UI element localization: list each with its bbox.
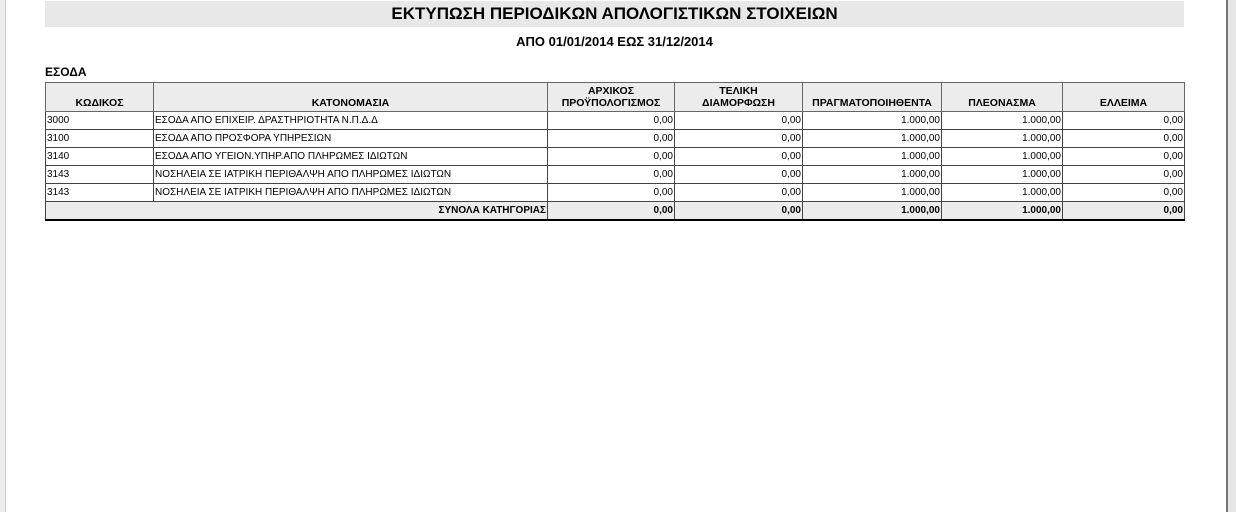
- row-final-budget: 0,00: [675, 166, 803, 184]
- row-deficit: 0,00: [1063, 130, 1185, 148]
- row-realized: 1.000,00: [803, 184, 942, 202]
- row-name: ΕΣΟΔΑ ΑΠΟ ΠΡΟΣΦΟΡΑ ΥΠΗΡΕΣΙΩΝ: [154, 130, 548, 148]
- row-realized: 1.000,00: [803, 112, 942, 130]
- totals-surplus: 1.000,00: [942, 202, 1063, 221]
- row-final-budget: 0,00: [675, 112, 803, 130]
- table-row: [46, 130, 1185, 148]
- row-deficit: 0,00: [1063, 166, 1185, 184]
- row-realized: 1.000,00: [803, 148, 942, 166]
- row-deficit: 0,00: [1063, 184, 1185, 202]
- report-title: ΕΚΤΥΠΩΣΗ ΠΕΡΙΟΔΙΚΩΝ ΑΠΟΛΟΓΙΣΤΙΚΩΝ ΣΤΟΙΧΕΙΩΝ: [45, 1, 1184, 27]
- table-row: [46, 184, 1185, 202]
- row-code: 3143: [46, 166, 154, 184]
- row-name: ΝΟΣΗΛΕΙΑ ΣΕ ΙΑΤΡΙΚΗ ΠΕΡΙΘΑΛΨΗ ΑΠΟ ΠΛΗΡΩΜΕΣ ΙΔΙΩΤΩΝ: [154, 166, 548, 184]
- row-name: ΕΣΟΔΑ ΑΠΟ ΥΓΕΙΟΝ.ΥΠΗΡ.ΑΠΟ ΠΛΗΡΩΜΕΣ ΙΔΙΩΤΩΝ: [154, 148, 548, 166]
- row-code: 3000: [46, 112, 154, 130]
- section-label: ΕΣΟΔΑ: [45, 65, 87, 79]
- header-final-budget-line2: ΔΙΑΜΟΡΦΩΣΗ: [702, 97, 775, 109]
- table-header-row: [46, 83, 1185, 112]
- row-surplus: 1.000,00: [942, 166, 1063, 184]
- header-final-budget-line1: ΤΕΛΙΚΗ: [719, 85, 758, 97]
- report-period: ΑΠΟ 01/01/2014 ΕΩΣ 31/12/2014: [516, 34, 713, 49]
- totals-row: [46, 202, 1185, 221]
- row-initial-budget: 0,00: [548, 112, 675, 130]
- header-code: ΚΩΔΙΚΟΣ: [46, 83, 154, 112]
- row-final-budget: 0,00: [675, 184, 803, 202]
- row-deficit: 0,00: [1063, 148, 1185, 166]
- header-initial-budget-line2: ΠΡΟΫΠΟΛΟΓΙΣΜΟΣ: [561, 97, 661, 109]
- row-surplus: 1.000,00: [942, 184, 1063, 202]
- row-deficit: 0,00: [1063, 112, 1185, 130]
- row-code: 3143: [46, 184, 154, 202]
- row-code: 3140: [46, 148, 154, 166]
- totals-final-budget: 0,00: [675, 202, 803, 221]
- header-realized: ΠΡΑΓΜΑΤΟΠΟΙΗΘΕΝΤΑ: [803, 83, 942, 112]
- totals-initial-budget: 0,00: [548, 202, 675, 221]
- report-page: [45, 0, 1184, 221]
- row-name: ΕΣΟΔΑ ΑΠΟ ΕΠΙΧΕΙΡ. ΔΡΑΣΤΗΡΙΟΤΗΤΑ Ν.Π.Δ.Δ: [154, 112, 548, 130]
- header-deficit: ΕΛΛΕΙΜΑ: [1063, 83, 1185, 112]
- row-initial-budget: 0,00: [548, 166, 675, 184]
- left-window-edge: [0, 0, 6, 512]
- row-surplus: 1.000,00: [942, 130, 1063, 148]
- row-name: ΝΟΣΗΛΕΙΑ ΣΕ ΙΑΤΡΙΚΗ ΠΕΡΙΘΑΛΨΗ ΑΠΟ ΠΛΗΡΩΜΕΣ ΙΔΙΩΤΩΝ: [154, 184, 548, 202]
- totals-realized: 1.000,00: [803, 202, 942, 221]
- row-surplus: 1.000,00: [942, 148, 1063, 166]
- header-name: ΚΑΤΟΝΟΜΑΣΙΑ: [154, 83, 548, 112]
- totals-deficit: 0,00: [1063, 202, 1185, 221]
- row-final-budget: 0,00: [675, 148, 803, 166]
- row-realized: 1.000,00: [803, 166, 942, 184]
- row-initial-budget: 0,00: [548, 130, 675, 148]
- row-initial-budget: 0,00: [548, 148, 675, 166]
- totals-label: ΣΥΝΟΛΑ ΚΑΤΗΓΟΡΙΑΣ: [46, 202, 548, 221]
- header-final-budget: [675, 83, 803, 112]
- table-row: [46, 166, 1185, 184]
- row-surplus: 1.000,00: [942, 112, 1063, 130]
- table-row: [46, 148, 1185, 166]
- header-initial-budget-line1: ΑΡΧΙΚΟΣ: [587, 85, 635, 97]
- row-code: 3100: [46, 130, 154, 148]
- row-initial-budget: 0,00: [548, 184, 675, 202]
- header-initial-budget: [548, 83, 675, 112]
- row-final-budget: 0,00: [675, 130, 803, 148]
- table-row: [46, 112, 1185, 130]
- vertical-scrollbar[interactable]: [1226, 0, 1236, 512]
- header-surplus: ΠΛΕΟΝΑΣΜΑ: [942, 83, 1063, 112]
- row-realized: 1.000,00: [803, 130, 942, 148]
- revenue-table: [45, 82, 1185, 221]
